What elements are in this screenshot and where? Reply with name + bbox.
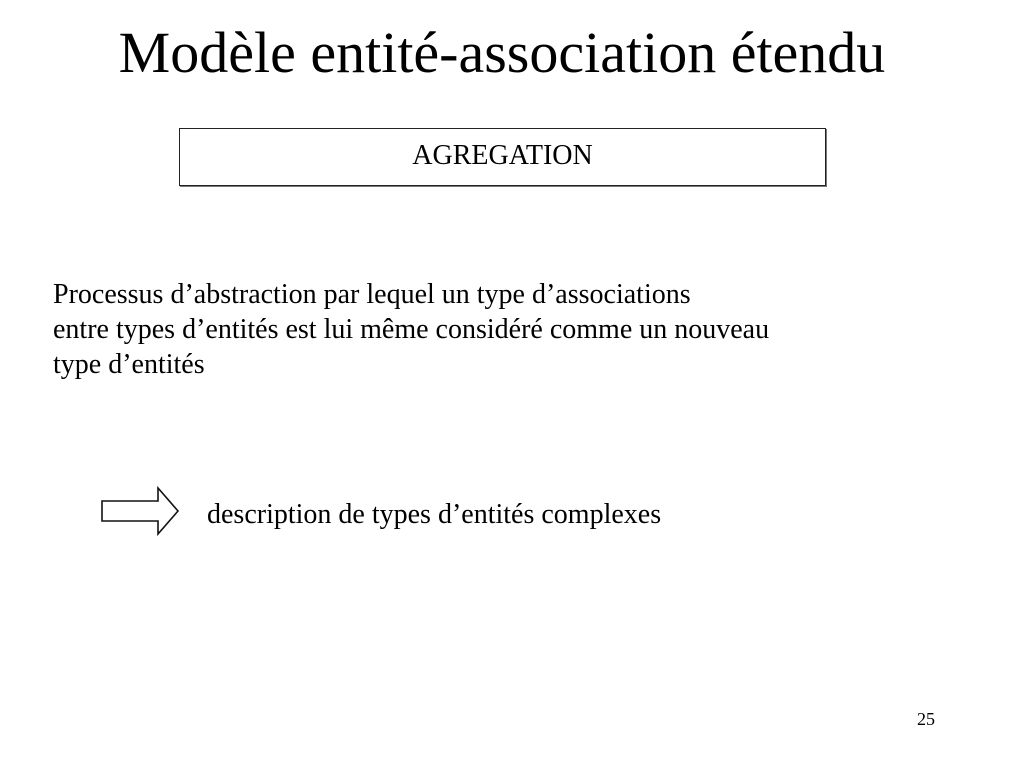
right-arrow-icon — [100, 486, 180, 536]
aggregation-heading-box — [179, 128, 826, 186]
consequence-text: description de types d’entités complexes — [207, 499, 662, 530]
definition-line: type d’entités — [53, 349, 205, 380]
definition-line: Processus d’abstraction par lequel un type d’associations — [53, 279, 691, 310]
page-number: 25 — [917, 709, 935, 729]
definition-line: entre types d’entités est lui même considéré comme un nouveau — [53, 314, 770, 345]
aggregation-definition — [53, 277, 983, 382]
slide-title: Modèle entité-association étendu — [118, 20, 886, 85]
aggregation-heading-label: AGREGATION — [412, 140, 593, 171]
